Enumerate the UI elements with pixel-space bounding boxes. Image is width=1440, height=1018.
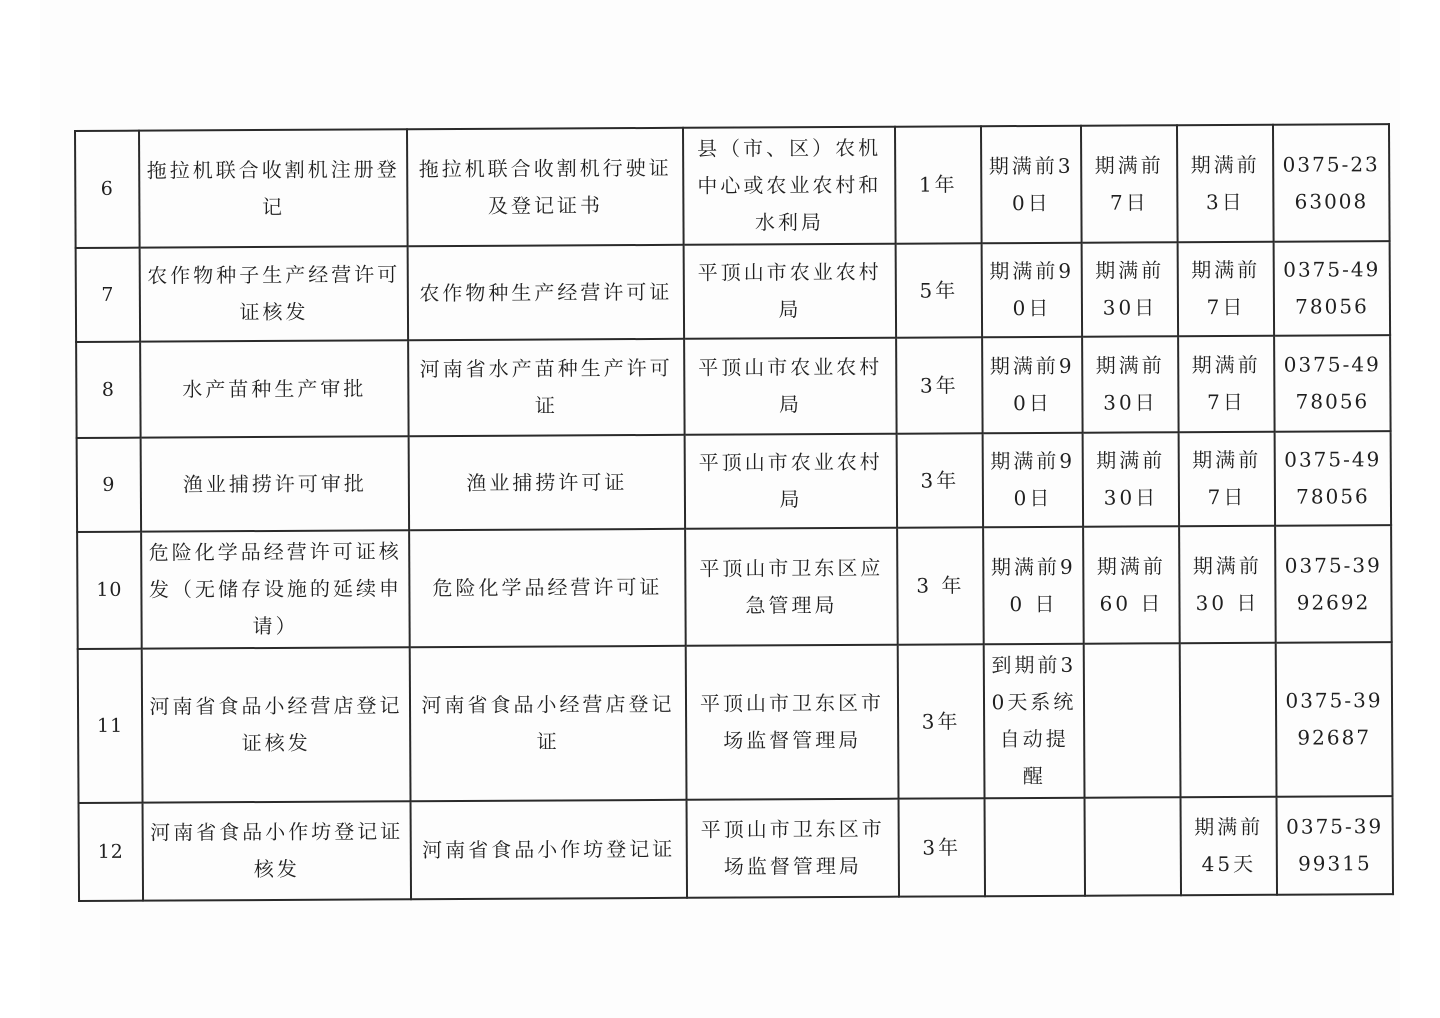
validity-period: 3 年 xyxy=(897,527,984,644)
issuing-department: 县（市、区）农机中心或农业农村和水利局 xyxy=(683,127,896,245)
item-name: 农作物种子生产经营许可证核发 xyxy=(140,246,408,341)
contact-phone: 0375-3992687 xyxy=(1276,642,1393,797)
reminder-2 xyxy=(1085,797,1182,896)
row-number: 10 xyxy=(77,532,142,649)
reminder-1: 期满前90日 xyxy=(982,243,1082,338)
row-number: 7 xyxy=(76,248,140,342)
item-name: 水产苗种生产审批 xyxy=(140,340,408,437)
table-row xyxy=(76,335,1390,438)
item-name: 河南省食品小经营店登记证核发 xyxy=(142,647,411,802)
reminder-1 xyxy=(985,798,1086,897)
validity-period: 3年 xyxy=(896,337,983,433)
reminder-1: 到期前30天系统自动提醒 xyxy=(984,644,1085,799)
reminder-2 xyxy=(1084,643,1181,798)
reminder-2: 期满前60 日 xyxy=(1083,526,1180,644)
contact-phone: 0375-4978056 xyxy=(1275,431,1391,526)
reminder-3 xyxy=(1180,643,1277,798)
validity-period: 3年 xyxy=(897,433,983,527)
contact-phone: 0375-2363008 xyxy=(1273,124,1390,242)
reminder-3: 期满前7日 xyxy=(1178,336,1275,433)
validity-period: 3年 xyxy=(899,798,986,896)
row-number: 8 xyxy=(76,342,141,438)
issuing-department: 平顶山市农业农村局 xyxy=(684,244,896,339)
validity-period: 5年 xyxy=(896,243,982,337)
contact-phone: 0375-3992692 xyxy=(1275,525,1392,643)
row-number: 6 xyxy=(75,131,140,248)
row-number: 11 xyxy=(78,649,143,803)
reminder-1: 期满前90日 xyxy=(982,337,1083,434)
row-number: 12 xyxy=(79,803,144,901)
reminder-1: 期满前30日 xyxy=(981,126,1082,244)
certificate-name: 河南省食品小作坊登记证 xyxy=(411,800,688,899)
reminder-2: 期满前7日 xyxy=(1081,125,1178,243)
reminder-3: 期满前45天 xyxy=(1181,797,1278,896)
table-row xyxy=(78,642,1393,803)
table-row xyxy=(77,431,1391,532)
validity-period: 1年 xyxy=(895,126,982,243)
issuing-department: 平顶山市卫东区市场监督管理局 xyxy=(686,645,899,800)
certificate-name: 拖拉机联合收割机行驶证及登记证书 xyxy=(407,128,684,246)
certificate-name: 农作物种生产经营许可证 xyxy=(408,245,684,340)
reminder-3: 期满前3日 xyxy=(1177,125,1274,243)
item-name: 危险化学品经营许可证核发（无储存设施的延续申请） xyxy=(141,530,410,648)
contact-phone: 0375-3999315 xyxy=(1277,796,1394,895)
reminder-2: 期满前30日 xyxy=(1082,242,1178,337)
issuing-department: 平顶山市农业农村局 xyxy=(685,434,897,529)
validity-period: 3年 xyxy=(898,644,985,798)
reminder-3: 期满前7日 xyxy=(1178,242,1274,337)
reminder-2: 期满前30日 xyxy=(1083,432,1179,527)
certificate-name: 河南省食品小经营店登记证 xyxy=(410,646,687,801)
reminder-1: 期满前90日 xyxy=(983,433,1083,528)
reminder-3: 期满前30 日 xyxy=(1179,526,1276,644)
table-row xyxy=(79,796,1393,901)
issuing-department: 平顶山市农业农村局 xyxy=(684,338,896,435)
certificate-name: 渔业捕捞许可证 xyxy=(409,435,685,530)
certificate-name: 危险化学品经营许可证 xyxy=(409,529,686,647)
item-name: 河南省食品小作坊登记证核发 xyxy=(143,801,412,900)
item-name: 渔业捕捞许可审批 xyxy=(141,436,409,531)
table-row xyxy=(77,525,1392,649)
reminder-2: 期满前30日 xyxy=(1082,336,1179,433)
table-row xyxy=(76,241,1390,342)
issuing-department: 平顶山市卫东区应急管理局 xyxy=(685,528,898,646)
table-row xyxy=(75,124,1390,248)
document-sheet xyxy=(74,123,1392,902)
reminder-3: 期满前7日 xyxy=(1179,432,1275,527)
contact-phone: 0375-4978056 xyxy=(1274,241,1390,336)
contact-phone: 0375-4978056 xyxy=(1274,335,1391,432)
item-name: 拖拉机联合收割机注册登记 xyxy=(139,129,408,247)
row-number: 9 xyxy=(77,438,141,532)
issuing-department: 平顶山市卫东区市场监督管理局 xyxy=(687,799,900,898)
reminder-1: 期满前90 日 xyxy=(983,527,1084,645)
certificate-name: 河南省水产苗种生产许可证 xyxy=(408,339,684,436)
license-table xyxy=(74,123,1394,902)
